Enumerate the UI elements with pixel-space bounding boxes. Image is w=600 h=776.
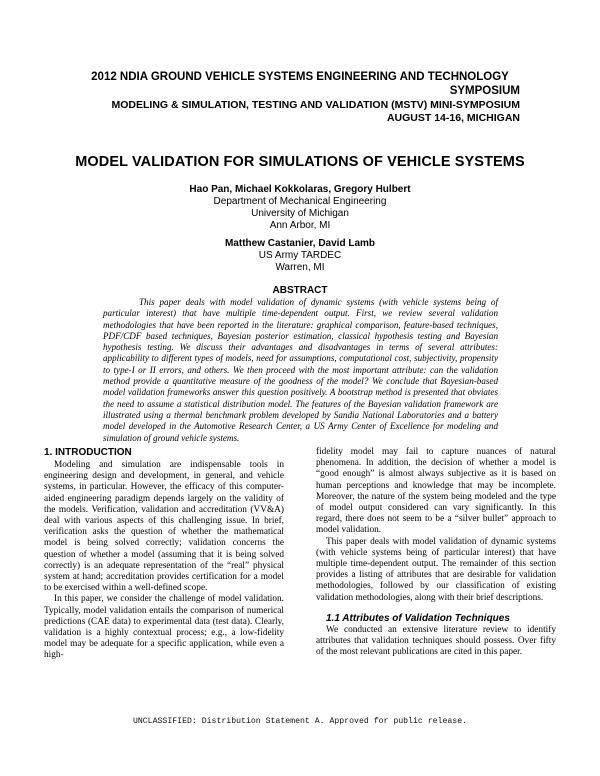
right-column (316, 447, 556, 658)
intro-paragraph-2-continued: fidelity model may fail to capture nuances of natural phenomena. In addition, the decision of whether a model is “good enough” is almost always subjective as it is based on human perceptions and knowledge that may be incomplete. Moreover, the nature of the system being modeled and the type of model output considered can vary significantly. In this regard, there does not seem to be a “silver bullet” approach to model validation. (316, 447, 556, 536)
intro-paragraph-1: Modeling and simulation are indispensable tools in engineering design and development, in general, and vehicle systems, in particular. However, the efficacy of this computer-aided engineering paradigm depends largely on the validity of the models. Verification, validation and accreditation (VV&A) deal with various aspects of this challenging issue. In brief, verification asks the question of whether the mathematical model is being solved correctly; validation concerns the question of whether a model (assuming that it is being solved correctly) is an adequate representation of the “real” physical system at hand; accreditation provides certification for a model to be exercised within a well-defined scope. (44, 460, 284, 594)
symposium-date-location: AUGUST 14-16, MICHIGAN (386, 112, 520, 124)
abstract-text: This paper deals with model validation of dynamic systems (with vehicle systems being of particular interest) that have multiple time-dependent output. First, we review several validation methodologies that have been reported in the literature: graphical comparison, feature-based techniques, PDF/CDF based techniques, Bayesian posterior estimation, classical hypothesis testing and Bayesian hypothesis testing. We discuss their advantages and disadvantages in terms of several attributes: applicability to different types of models, need for assumptions, computational cost, subjectivity, propensity to type-I or II errors, and others. We then proceed with the most important attribute: can the validation method provide a quantitative measure of the goodness of the model? We conclude that Bayesian-based model validation frameworks answer this question positively. A bootstrap method is presented that obviates the need to assume a statistical distribution model. The features of the Bayesian validation framework are illustrated using a thermal benchmark problem developed by Sandia National Laboratories and a battery model developed in the Automotive Research Center, a US Army Center of Excellence for modeling and simulation of ground vehicle systems. (103, 297, 498, 443)
paper-title: MODEL VALIDATION FOR SIMULATIONS OF VEHICLE SYSTEMS (75, 154, 525, 170)
section-heading-introduction: 1. INTRODUCTION (44, 447, 132, 458)
author-affiliation-dept: Department of Mechanical Engineering (213, 196, 387, 207)
author-names-2: Matthew Castanier, David Lamb (224, 238, 376, 249)
author-affiliation-org: US Army TARDEC (258, 250, 342, 261)
author-names-1: Hao Pan, Michael Kokkolaras, Gregory Hulbert (189, 184, 411, 195)
author-affiliation-university: University of Michigan (251, 208, 349, 219)
author-affiliation-city-2: Warren, MI (275, 262, 325, 273)
author-affiliation-city: Ann Arbor, MI (269, 220, 331, 231)
author-block-2 (0, 238, 600, 274)
abstract-heading: ABSTRACT (272, 285, 328, 296)
intro-paragraph-2: In this paper, we consider the challenge of model validation. Typically, model validation entails the comparison of numerical predictions (CAE data) to experimental data (test data). Clearly, validation is a highly contextual process; e.g., a low-fidelity model may be adequate for a specific application, while even a high- (44, 594, 284, 661)
attributes-paragraph-1: We conducted an extensive literature review to identify attributes that validation techniques should possess. Over fifty of the most relevant publications are cited in this paper. (316, 624, 556, 658)
author-block-1 (0, 184, 600, 232)
mini-symposium-title: MODELING & SIMULATION, TESTING AND VALIDATION (MSTV) MINI-SYMPOSIUM (111, 99, 520, 111)
distribution-statement-footer: UNCLASSIFIED: Distribution Statement A. Approved for public release. (132, 717, 468, 726)
subsection-heading-attributes: 1.1 Attributes of Validation Techniques (326, 612, 510, 624)
symposium-title-line1: 2012 NDIA GROUND VEHICLE SYSTEMS ENGINEERING AND TECHNOLOGY (91, 71, 509, 83)
symposium-title-line2: SYMPOSIUM (449, 85, 520, 97)
intro-paragraph-3: This paper deals with model validation of dynamic systems (with vehicle systems being of particular interest) that have multiple time-dependent output. The remainder of this section provides a listing of attributes that are desirable for validation methodologies, followed by our classification of existing validation methodologies, along with their brief descriptions. (316, 536, 556, 603)
left-column (44, 447, 284, 662)
